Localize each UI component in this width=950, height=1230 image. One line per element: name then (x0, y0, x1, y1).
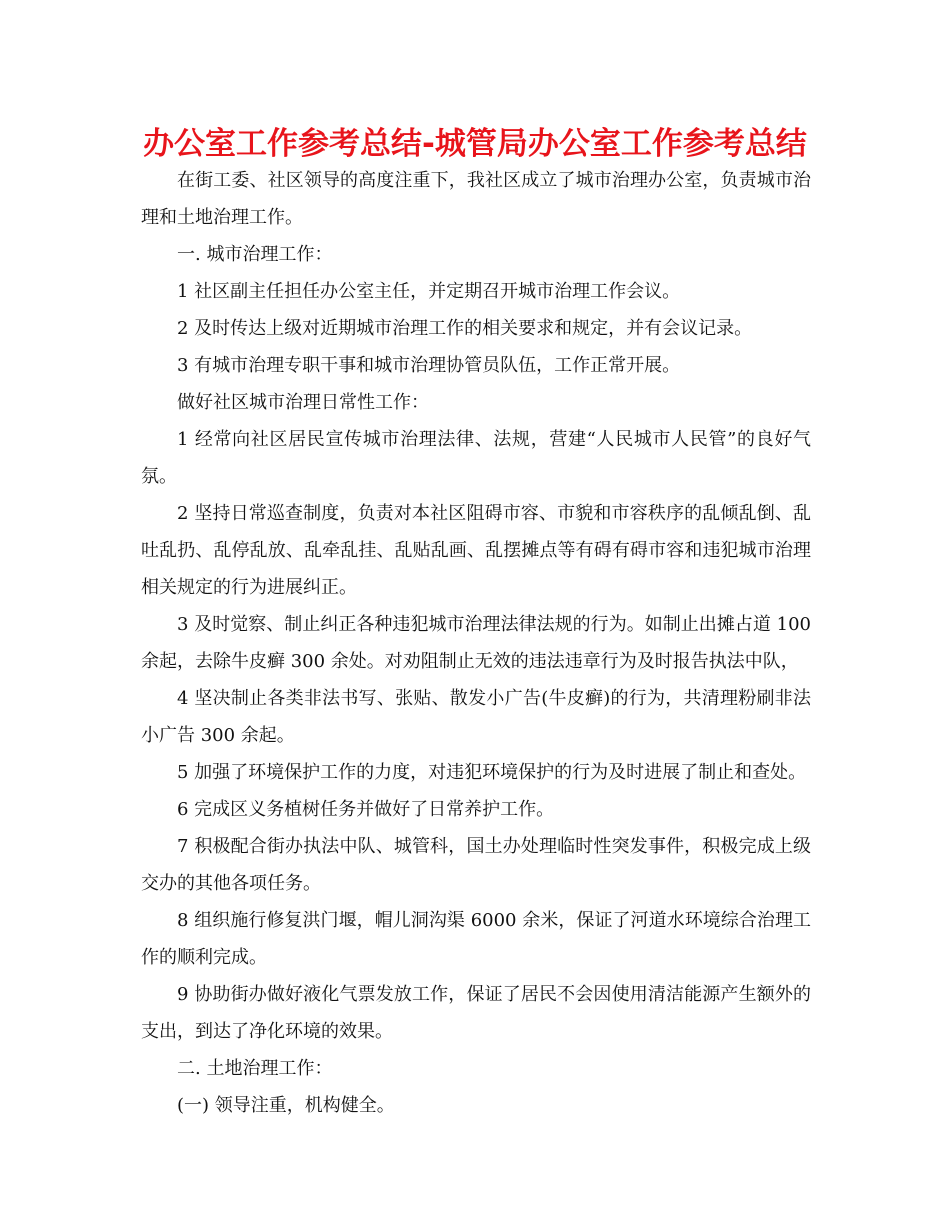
paragraph-item: 6 完成区义务植树任务并做好了日常养护工作。 (177, 799, 555, 820)
paragraph-item: 8 组织施行修复洪门堰，帽儿洞沟渠 6000 余米，保证了河道水环境综合治理工作的顺利完成。 (141, 910, 811, 968)
paragraph-item: 2 及时传达上级对近期城市治理工作的相关要求和规定，并有会议记录。 (177, 318, 753, 339)
paragraph-item: 9 协助街办做好液化气票发放工作，保证了居民不会因使用清洁能源产生额外的支出，到达了净化环境的效果。 (141, 984, 811, 1042)
paragraph-item: 5 加强了环境保护工作的力度，对违犯环境保护的行为及时进展了制止和查处。 (177, 762, 807, 783)
paragraph-item: 4 坚决制止各类非法书写、张贴、散发小广告(牛皮癣)的行为，共清理粉刷非法小广告 300 余起。 (141, 688, 811, 746)
heading-city-management: 一. 城市治理工作： (177, 244, 333, 265)
paragraph-item: 3 有城市治理专职干事和城市治理协管员队伍，工作正常开展。 (177, 355, 681, 376)
document-title: 办公室工作参考总结-城管局办公室工作参考总结 (143, 126, 807, 162)
subheading-daily-work: 做好社区城市治理日常性工作： (177, 392, 429, 413)
document-body (141, 162, 811, 1124)
paragraph-item: 1 经常向社区居民宣传城市治理法律、法规，营建“人民城市人民管”的良好气氛。 (141, 429, 811, 487)
heading-land-management: 二. 土地治理工作： (177, 1058, 333, 1079)
paragraph-item: 7 积极配合街办执法中队、城管科，国土办处理临时性突发事件，积极完成上级交办的其他各项任务。 (141, 836, 811, 894)
paragraph-item: 3 及时觉察、制止纠正各种违犯城市治理法律法规的行为。如制止出摊占道 100 余起，去除牛皮癣 300 余处。对劝阻制止无效的违法违章行为及时报告执法中队， (141, 614, 811, 672)
paragraph-intro: 在街工委、社区领导的高度注重下，我社区成立了城市治理办公室，负责城市治理和土地治理工作。 (141, 170, 811, 228)
paragraph-item: 2 坚持日常巡查制度，负责对本社区阻碍市容、市貌和市容秩序的乱倾乱倒、乱吐乱扔、乱停乱放、乱牵乱挂、乱贴乱画、乱摆摊点等有碍有碍市容和违犯城市治理相关规定的行为进展纠正。 (141, 503, 811, 598)
paragraph-item: (一) 领导注重，机构健全。 (177, 1095, 395, 1116)
paragraph-item: 1 社区副主任担任办公室主任，并定期召开城市治理工作会议。 (177, 281, 681, 302)
